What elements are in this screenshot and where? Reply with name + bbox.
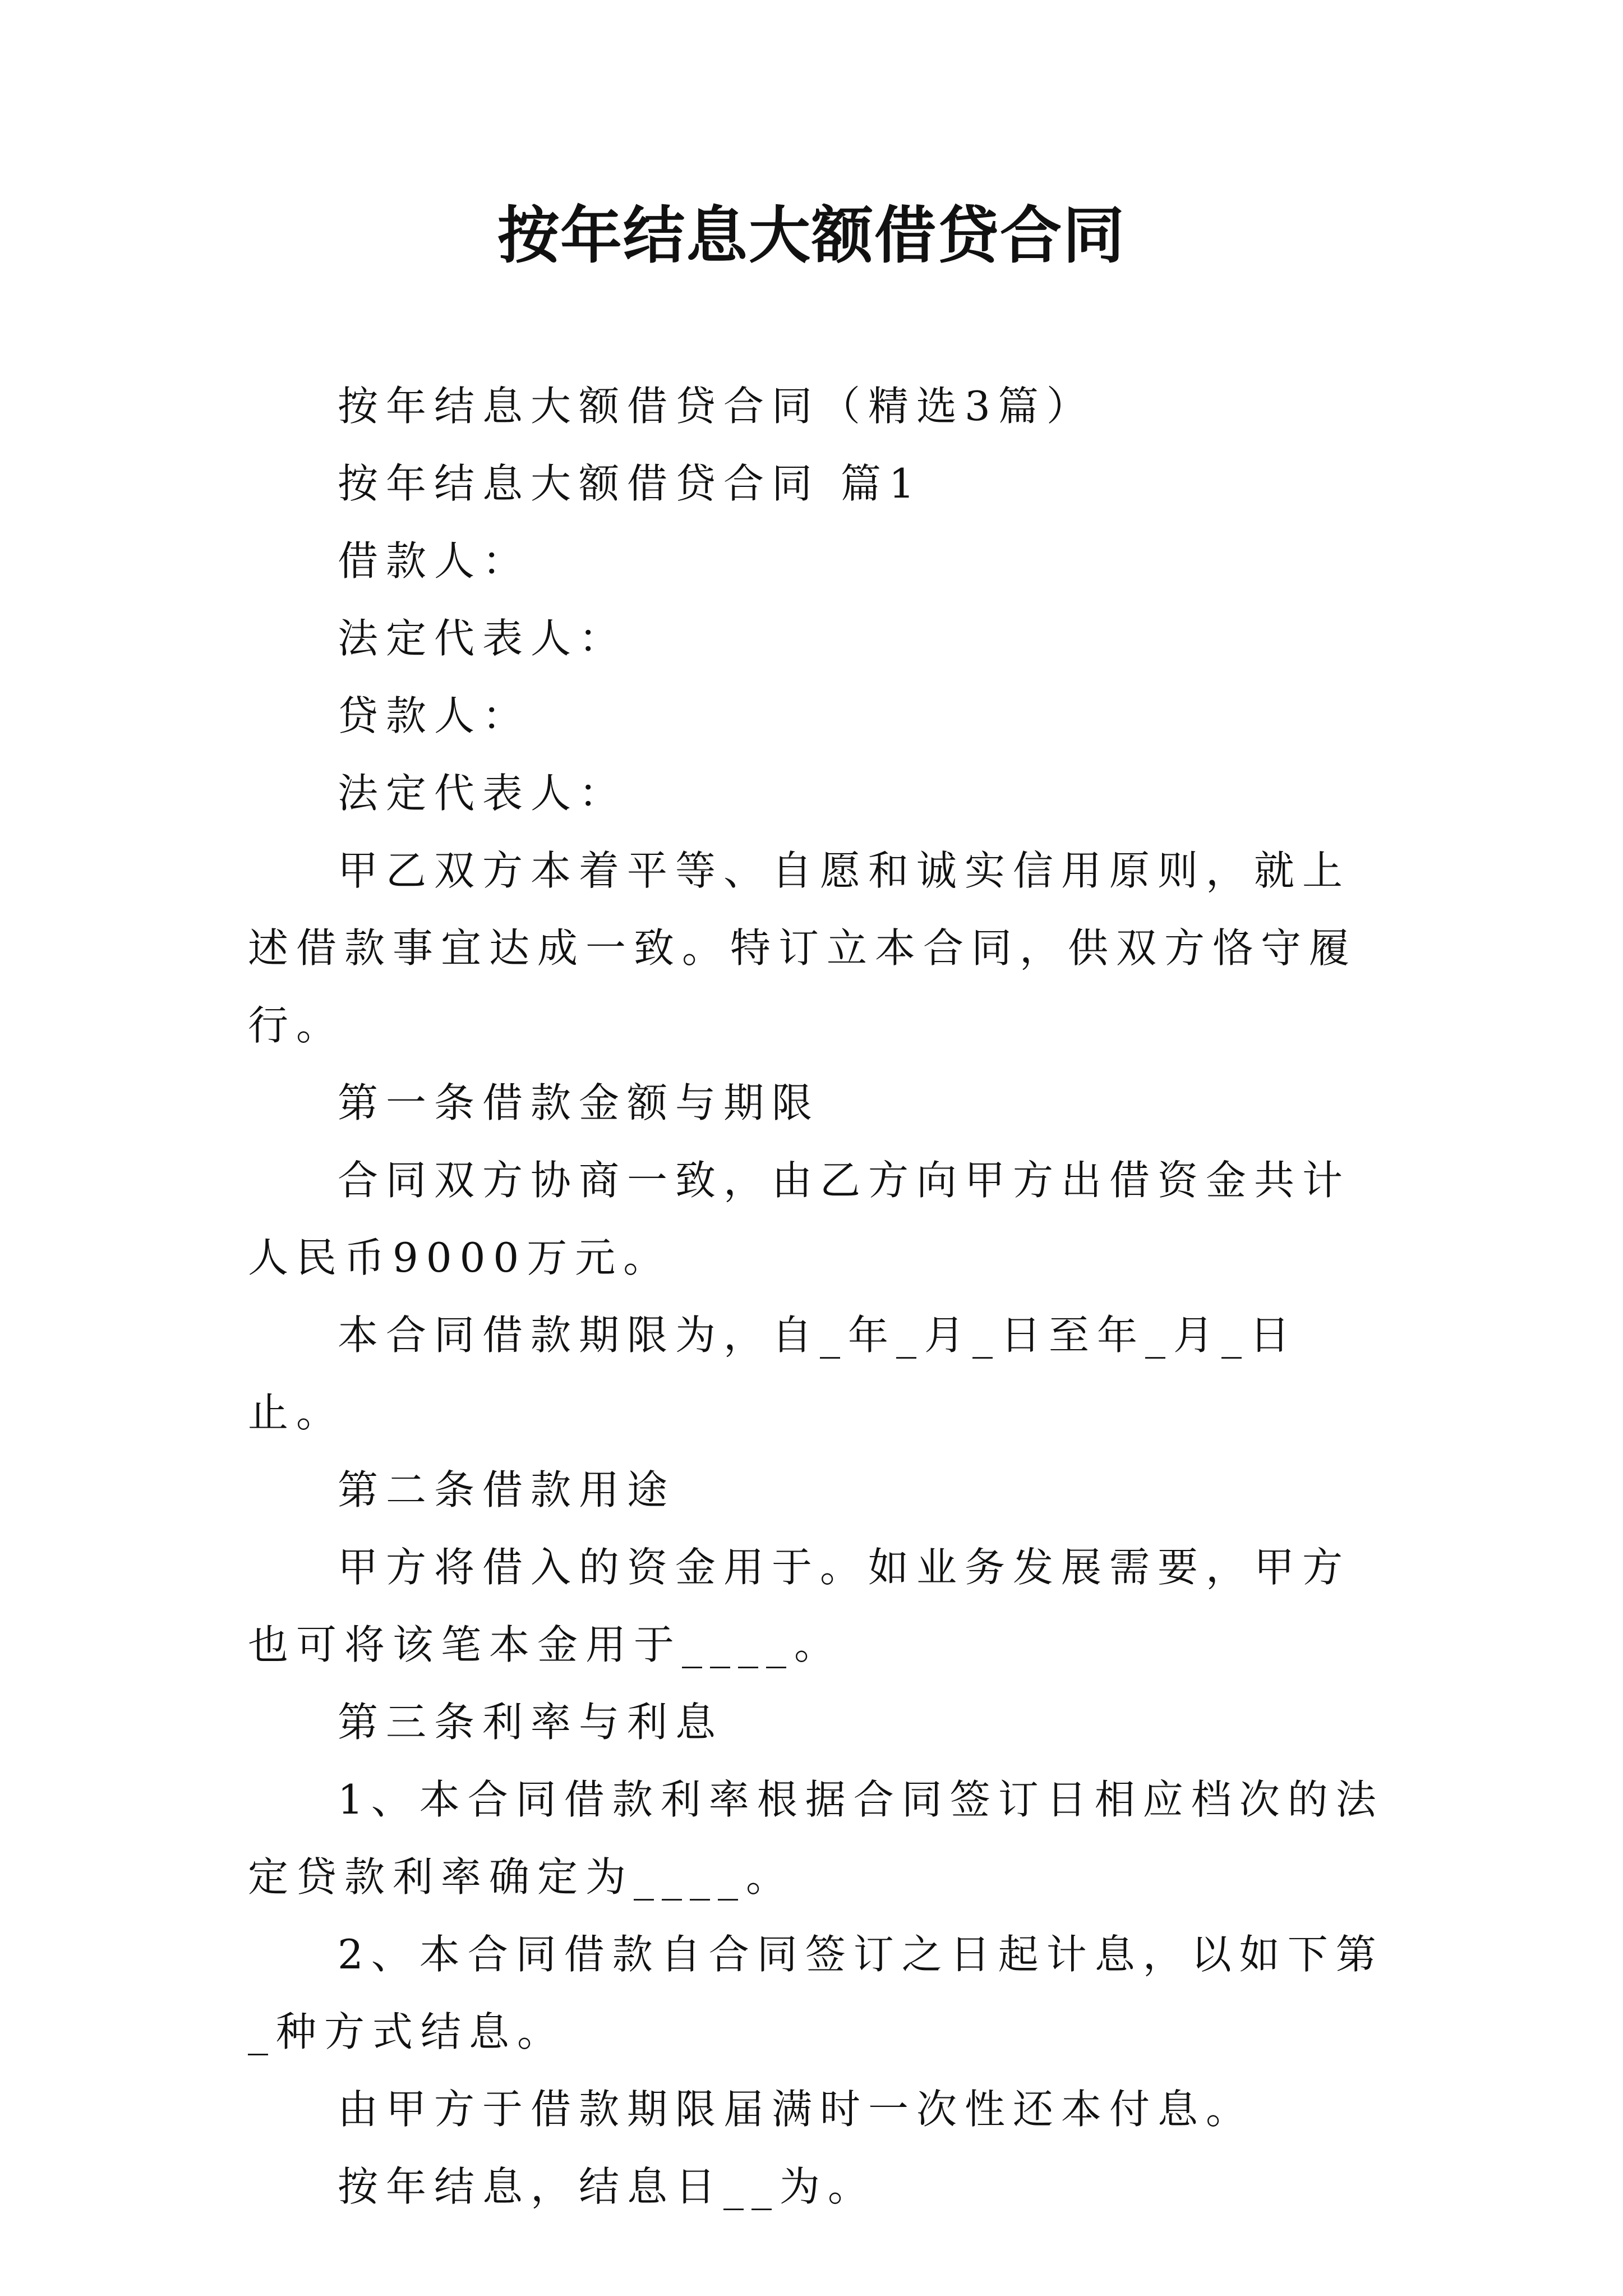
paragraph-17: 按年结息，结息日__为。 [338, 2163, 877, 2210]
paragraph-2: 按年结息大额借贷合同 篇1 [338, 460, 923, 507]
paragraph-1: 按年结息大额借贷合同（精选3篇） [338, 383, 1095, 430]
paragraph-7: 甲乙双方本着平等、自愿和诚实信用原则，就上述借款事宜达成一致。特订立本合同，供双方恪守履行。 [248, 847, 1358, 1049]
paragraph-16: 由甲方于借款期限届满时一次性还本付息。 [338, 2086, 1255, 2133]
paragraph-10: 本合同借款期限为，自_年_月_日至年_月_日止。 [248, 1312, 1298, 1436]
paragraph-8: 第一条借款金额与期限 [338, 1079, 820, 1126]
paragraph-14: 1、本合同借款利率根据合同签订日相应档次的法定贷款利率确定为____。 [248, 1776, 1384, 1901]
document-body [248, 367, 1386, 2225]
paragraph-11: 第二条借款用途 [338, 1466, 676, 1513]
paragraph-13: 第三条利率与利息 [338, 1699, 724, 1746]
paragraph-15: 2、本合同借款自合同签订之日起计息，以如下第_种方式结息。 [248, 1931, 1384, 2055]
paragraph-3: 借款人： [338, 537, 531, 585]
paragraph-4: 法定代表人： [338, 615, 628, 662]
document-title: 按年结息大额借贷合同 [497, 200, 1126, 272]
paragraph-12: 甲方将借入的资金用于。如业务发展需要，甲方也可将该笔本金用于____。 [248, 1544, 1351, 1668]
paragraph-6: 法定代表人： [338, 770, 628, 817]
paragraph-9: 合同双方协商一致，由乙方向甲方出借资金共计人民币9000万元。 [248, 1157, 1351, 1281]
paragraph-5: 贷款人： [338, 692, 531, 739]
